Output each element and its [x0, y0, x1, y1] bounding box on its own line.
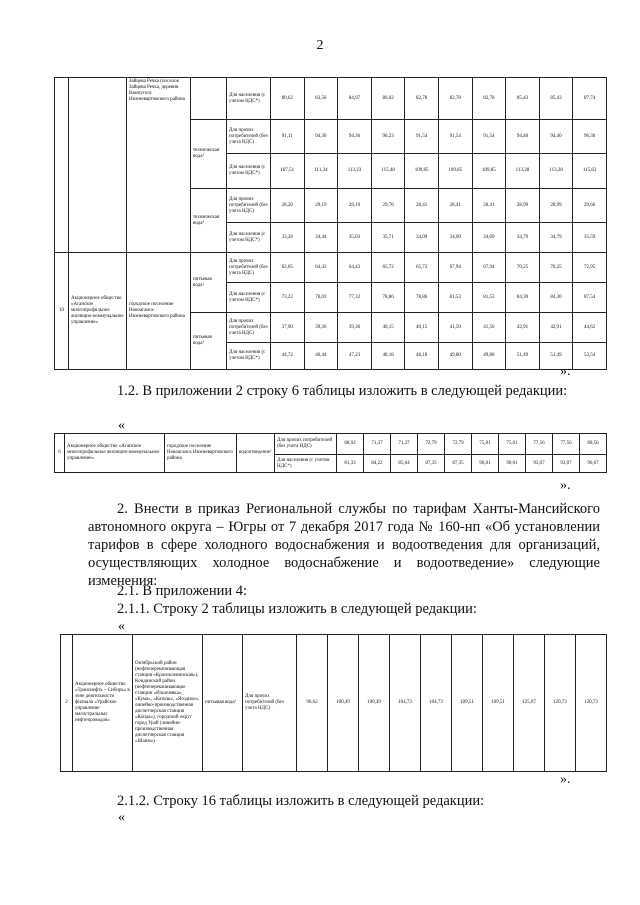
table-row: Для населения (с учетом НДС*) 44,72 46,44 47,23 48,18 48,18 49,80 49,80 51,49 51,49 53,54 — [55, 343, 607, 370]
row-label: Для населения (с учетом НДС*) — [227, 283, 271, 313]
tariff-table-3 — [60, 634, 607, 772]
row-label: Для прочих потребителей (без учета НДС) — [227, 313, 271, 343]
close-quote: ». — [560, 364, 571, 379]
row-number: 6 — [55, 434, 65, 473]
org-locality-cell: Зайцева Речка (поселок Зайцева Речка, деревня Вампугол) Нижневартовского района — [127, 78, 191, 253]
row-label: Для прочих потребителей (без учета НДС) — [227, 253, 271, 283]
table-row: Зайцева Речка (поселок Зайцева Речка, деревня Вампугол) Нижневартовского района Для населения (с учетом НДС*) 80,62 83,56 84,97 86,02 82,78 82,78 82,78 85,43 85,43 87,74 — [55, 78, 607, 120]
page-number: 2 — [316, 38, 324, 53]
table-row: техническая вода² Для прочих потребителей (без учета НДС) 91,11 94,36 94,36 96,23 91,54 91,54 91,54 94,40 94,40 96,36 — [55, 120, 607, 154]
org-name-cell: Акционерное общество «Аганское многопрофильное жилищно-коммунальное управление» — [65, 434, 165, 473]
service-cell — [191, 78, 227, 120]
table-row: Для населения (с учетом НДС*) 33,28 34,44 35,03 35,71 34,09 34,09 34,09 34,79 34,79 35,59 — [55, 223, 607, 253]
service-cell: питьевая вода¹ — [203, 635, 243, 772]
table-row: 10 Акционерное общество «Аганское многопрофильное жилищно-коммунальное управление» городское поселение Новоаганск Нижневартовского района питьевая вода¹ Для прочих потребителей (без учета НДС) 62,05 64,43 64,43 65,72 65,72 67,94 67,94 70,25 70,25 72,95 — [55, 253, 607, 283]
row-label: Для населения (с учетом НДС*) — [227, 343, 271, 370]
paragraph-2-1: 2.1. В приложении 4: — [117, 583, 248, 599]
row-label: Для прочих потребителей (без учета НДС) — [227, 120, 271, 154]
row-number: 10 — [55, 253, 69, 370]
row-label: Для прочих потребителей (без учета НДС) — [227, 189, 271, 223]
row-label: Для прочих потребителей (без учета НДС) — [243, 635, 297, 772]
place-cell: городское поселение Новоаганск Нижневартовского района — [165, 434, 237, 473]
paragraph-2-1-1: 2.1.1. Строку 2 таблицы изложить в следующей редакции: — [117, 601, 477, 617]
table-row: питьевая вода¹ Для прочих потребителей (без учета НДС) 37,90 39,36 39,36 40,15 40,15 41,50 41,50 42,91 42,91 44,62 — [55, 313, 607, 343]
service-cell: питьевая вода¹ — [191, 253, 227, 313]
paragraph-2-1-2: 2.1.2. Строку 16 таблицы изложить в следующей редакции: — [117, 793, 485, 809]
service-cell: водоотведение¹ — [237, 434, 275, 473]
open-quote: « — [118, 619, 125, 634]
row-label: Для населения (с учетом НДС*) — [227, 223, 271, 253]
org-name-cell: Акционерное общество «Аганское многопрофильное жилищно-коммунальное управление» — [69, 253, 127, 370]
row-label: Для прочих потребителей (без учета НДС) — [275, 434, 337, 455]
row-label: Для населения (с учетом НДС*) — [227, 154, 271, 189]
table-row: Для населения (с учетом НДС*) 107,51 111,34 113,23 115,48 109,85 109,85 109,85 113,28 113,28 115,63 — [55, 154, 607, 189]
table-row: 6 Акционерное общество «Аганское многопрофильное жилищно-коммунальное управление» городское поселение Новоаганск Нижневартовского района водоотведение¹ Для прочих потребителей (без учета НДС) 68,92 71,37 71,37 72,79 72,79 75,01 75,01 77,56 77,56 80,56 — [55, 434, 607, 455]
table-row: Для населения (с учетом НДС*) 73,22 76,03 77,32 78,86 78,86 81,53 81,53 84,30 84,30 87,54 — [55, 283, 607, 313]
service-cell: питьевая вода¹ — [191, 313, 227, 370]
row-label: Для населения (с учетом НДС*) — [275, 455, 337, 473]
close-quote: ». — [560, 478, 571, 493]
org-name-cell: Акционерное общество «Транснефть – Сибирь» в зоне деятельности филиала «Урайское управление магистральных нефтепроводов» — [73, 635, 133, 772]
paragraph-2: 2. Внести в приказ Региональной службы по тарифам Ханты-Мансийского автономного округа – Югры от 7 декабря 2017 года № 160-нп «Об установлении тарифов в сфере холодного водоснабжения и водоотведения для организаций, осуществляющих холодное водоснабжение и водоотведение» следующие изменения: — [88, 501, 600, 589]
paragraph-1-2: 1.2. В приложении 2 строку 6 таблицы изложить в следующей редакции: — [117, 383, 568, 399]
row-label: Для населения (с учетом НДС*) — [227, 78, 271, 120]
service-cell: техническая вода² — [191, 189, 227, 253]
table-row: Для населения (с учетом НДС*) 81,33 84,22 85,64 87,35 87,35 90,01 90,01 93,07 93,07 96,67 — [55, 455, 607, 473]
place-cell: городское поселение Новоаганск Нижневартовского района — [127, 253, 191, 370]
service-cell: техническая вода² — [191, 120, 227, 189]
tariff-table-1 — [54, 77, 607, 370]
close-quote: ». — [560, 772, 571, 787]
row-number: 2 — [61, 635, 73, 772]
place-cell: Октябрьский район (нефтеперекачивающая станция «Красноленинская»), Кондинский район (нефтеперекачивающие станции «Ильичевка», «Кума», «Катыш», «Ягодное», линейно-производственная диспетчерская станция «Конда»), городской округ город Урай (линейно-производственная диспетчерская станция «Шаим») — [133, 635, 203, 772]
open-quote: « — [118, 418, 125, 433]
table-row: 2 Акционерное общество «Транснефть – Сибирь» в зоне деятельности филиала «Урайское управление магистральных нефтепроводов» Октябрьский район (нефтеперекачивающая станция «Красноленинская»), Кондинский район (нефтеперекачивающие станции «Ильичевка», «Кума», «Катыш», «Ягодное», линейно-производственная диспетчерская станция «Конда»), городской округ город Урай (линейно-производственная диспетчерская станция «Шаим») питьевая вода¹ Для прочих потребителей (без учета НДС) 96,62 100,49 100,49 104,73 104,73 109,51 109,51 125,07 120,73 120,73 — [61, 635, 607, 772]
open-quote: « — [118, 810, 125, 825]
table-row: техническая вода² Для прочих потребителей (без учета НДС) 28,20 29,19 29,19 29,76 28,41 28,41 28,41 28,99 28,99 29,66 — [55, 189, 607, 223]
tariff-table-2 — [54, 433, 607, 473]
